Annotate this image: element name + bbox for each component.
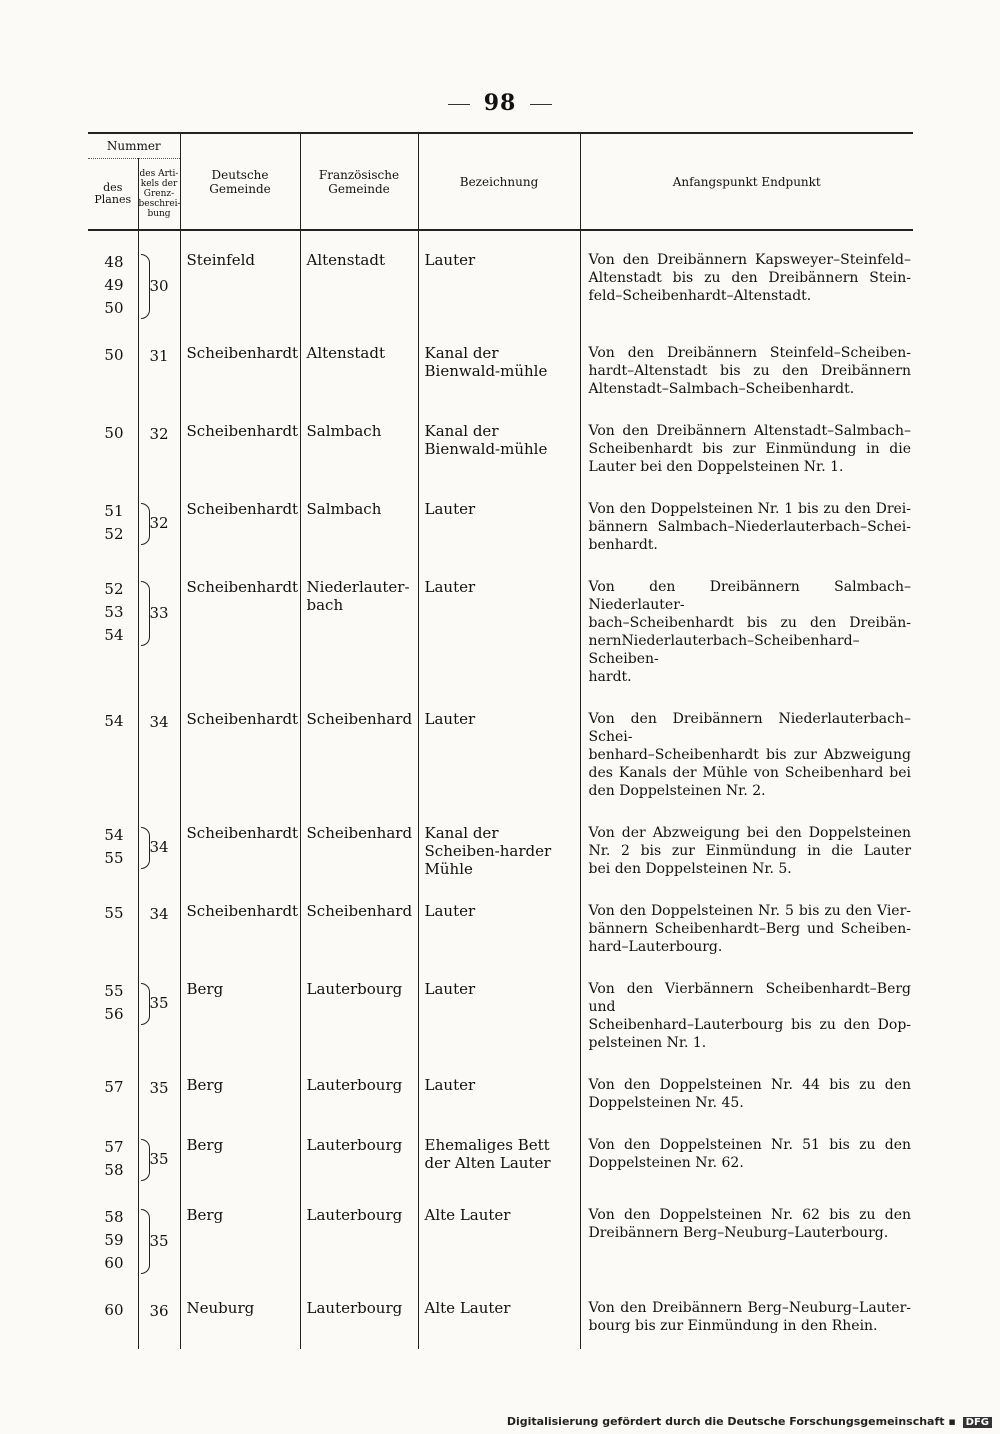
description-line: nernNiederlauterbach–Scheibenhard–Scheiben- xyxy=(588,633,860,667)
article-number-cell xyxy=(138,1196,180,1289)
article-number-cell xyxy=(138,334,180,412)
article-number: 35 xyxy=(149,1150,169,1168)
article-number: 31 xyxy=(149,346,169,365)
article-number: 32 xyxy=(149,424,169,443)
description-line: Altenstadt–Salmbach–Scheibenhardt. xyxy=(588,381,855,397)
description-line: Von den Dreibännern Niederlauterbach–Schei- xyxy=(588,711,912,745)
description-line: Dreibännern Berg–Neuburg–Lauterbourg. xyxy=(588,1225,889,1241)
description-line: Von den Doppelsteinen Nr. 44 bis zu den xyxy=(588,1077,912,1093)
franzoesische-gemeinde: Lauterbourg xyxy=(300,970,418,1066)
header-nummer: Nummer xyxy=(88,133,180,159)
plan-numbers xyxy=(88,892,138,970)
article-number: 35 xyxy=(149,1078,169,1097)
article-number-cell xyxy=(138,814,180,892)
plan-number: 55 xyxy=(104,904,124,922)
plan-number: 56 xyxy=(104,1005,124,1023)
table-row xyxy=(88,970,913,1066)
bezeichnung: Lauter xyxy=(418,230,580,334)
table-row xyxy=(88,1289,913,1349)
boundary-description xyxy=(580,490,913,568)
article-number-cell xyxy=(138,568,180,700)
description-line: hard–Lauterbourg. xyxy=(588,939,723,955)
description-line: Scheibenhardt bis zur Einmündung in die xyxy=(588,441,912,457)
article-number: 32 xyxy=(149,514,169,532)
plan-number: 51 xyxy=(104,502,124,520)
brace-icon xyxy=(141,503,150,545)
table-row xyxy=(88,892,913,970)
deutsche-gemeinde: Scheibenhardt xyxy=(180,490,300,568)
plan-number: 55 xyxy=(104,849,124,867)
deutsche-gemeinde: Steinfeld xyxy=(180,230,300,334)
bezeichnung: Ehemaliges Bett der Alten Lauter xyxy=(418,1126,580,1196)
article-number: 30 xyxy=(149,276,169,295)
description-line: Von den Dreibännern Berg–Neuburg–Lauter- xyxy=(588,1300,912,1316)
franzoesische-gemeinde: Salmbach xyxy=(300,490,418,568)
description-line: benhard–Scheibenhardt bis zur Abzweigung xyxy=(588,747,912,763)
article-number-cell xyxy=(138,1066,180,1126)
plan-numbers xyxy=(88,568,138,700)
plan-numbers xyxy=(88,490,138,568)
deutsche-gemeinde: Scheibenhardt xyxy=(180,700,300,814)
article-number-cell xyxy=(138,412,180,490)
header-des-artikels: des Arti-kels der Grenz-beschrei-bung xyxy=(138,159,180,231)
article-number: 34 xyxy=(149,904,169,923)
description-line: bach–Scheibenhardt bis zu den Dreibän- xyxy=(588,615,912,631)
bezeichnung: Alte Lauter xyxy=(418,1196,580,1289)
table-row xyxy=(88,334,913,412)
description-line: Scheibenhard–Lauterbourg bis zu den Dop- xyxy=(588,1017,912,1033)
description-line: bännern Scheibenhardt–Berg und Scheiben- xyxy=(588,921,912,937)
plan-number: 57 xyxy=(104,1138,124,1156)
description-line: Von der Abzweigung bei den Doppelsteinen xyxy=(588,825,912,841)
plan-number: 50 xyxy=(104,424,124,442)
brace-icon xyxy=(141,581,150,646)
bezeichnung: Kanal der Bienwald-mühle xyxy=(418,334,580,412)
brace-icon xyxy=(141,1209,150,1274)
description-line: Nr. 2 bis zur Einmündung in die Lauter xyxy=(588,843,912,859)
boundary-description xyxy=(580,1196,913,1289)
plan-number: 59 xyxy=(104,1231,124,1249)
article-number: 35 xyxy=(149,1231,169,1250)
description-line: pelsteinen Nr. 1. xyxy=(588,1035,707,1051)
description-line: hardt. xyxy=(588,669,632,685)
plan-numbers xyxy=(88,970,138,1066)
description-line: feld–Scheibenhardt–Altenstadt. xyxy=(588,288,812,304)
article-number-cell xyxy=(138,490,180,568)
article-number-cell xyxy=(138,1289,180,1349)
footer-text: Digitalisierung gefördert durch die Deutsche Forschungsgemeinschaft xyxy=(506,1415,945,1428)
bezeichnung: Lauter xyxy=(418,490,580,568)
table-row xyxy=(88,412,913,490)
description-line: Von den Doppelsteinen Nr. 62 bis zu den xyxy=(588,1207,912,1223)
brace-icon xyxy=(141,827,150,869)
plan-number: 50 xyxy=(104,346,124,364)
table-row xyxy=(88,1066,913,1126)
article-number-cell xyxy=(138,1126,180,1196)
deutsche-gemeinde: Berg xyxy=(180,970,300,1066)
table-row xyxy=(88,1196,913,1289)
franzoesische-gemeinde: Lauterbourg xyxy=(300,1289,418,1349)
plan-number: 55 xyxy=(104,982,124,1000)
franzoesische-gemeinde: Lauterbourg xyxy=(300,1196,418,1289)
boundary-description xyxy=(580,230,913,334)
boundary-description xyxy=(580,1289,913,1349)
description-line: Von den Doppelsteinen Nr. 51 bis zu den xyxy=(588,1137,912,1153)
brace-icon xyxy=(141,983,150,1025)
brace-icon xyxy=(141,1139,150,1181)
plan-numbers xyxy=(88,334,138,412)
table-row xyxy=(88,568,913,700)
boundary-description xyxy=(580,700,913,814)
article-number: 35 xyxy=(149,994,169,1012)
plan-number: 54 xyxy=(104,826,124,844)
description-line: Von den Dreibännern Salmbach–Niederlauter- xyxy=(588,579,912,613)
description-line: Von den Dreibännern Altenstadt–Salmbach– xyxy=(588,423,912,439)
boundary-table xyxy=(88,132,913,1349)
description-line: bourg bis zur Einmündung in den Rhein. xyxy=(588,1318,878,1334)
deutsche-gemeinde: Scheibenhardt xyxy=(180,568,300,700)
boundary-description xyxy=(580,412,913,490)
dfg-logo: DFG xyxy=(963,1417,992,1428)
table-row xyxy=(88,814,913,892)
franzoesische-gemeinde: Scheibenhard xyxy=(300,700,418,814)
bezeichnung: Lauter xyxy=(418,892,580,970)
table-body xyxy=(88,230,913,1349)
plan-number: 53 xyxy=(104,603,124,621)
deutsche-gemeinde: Scheibenhardt xyxy=(180,814,300,892)
plan-number: 58 xyxy=(104,1208,124,1226)
plan-numbers xyxy=(88,1126,138,1196)
plan-number: 48 xyxy=(104,253,124,271)
deutsche-gemeinde: Neuburg xyxy=(180,1289,300,1349)
bezeichnung: Lauter xyxy=(418,970,580,1066)
description-line: Von den Dreibännern Steinfeld–Scheiben- xyxy=(588,345,912,361)
plan-numbers xyxy=(88,1066,138,1126)
boundary-description xyxy=(580,970,913,1066)
article-number-cell xyxy=(138,230,180,334)
article-number-cell xyxy=(138,700,180,814)
deutsche-gemeinde: Berg xyxy=(180,1066,300,1126)
deutsche-gemeinde: Scheibenhardt xyxy=(180,334,300,412)
brace-icon xyxy=(141,254,150,319)
plan-number: 50 xyxy=(104,299,124,317)
bezeichnung: Lauter xyxy=(418,700,580,814)
plan-number: 52 xyxy=(104,525,124,543)
description-line: des Kanals der Mühle von Scheibenhard bei xyxy=(588,765,912,781)
deutsche-gemeinde: Berg xyxy=(180,1126,300,1196)
deutsche-gemeinde: Scheibenhardt xyxy=(180,892,300,970)
description-line: Von den Doppelsteinen Nr. 1 bis zu den Drei- xyxy=(588,501,912,517)
boundary-description xyxy=(580,1126,913,1196)
table-row xyxy=(88,490,913,568)
description-line: Doppelsteinen Nr. 62. xyxy=(588,1155,744,1171)
plan-numbers xyxy=(88,412,138,490)
header-franzoesische-gemeinde: Französische Gemeinde xyxy=(300,133,418,230)
franzoesische-gemeinde: Altenstadt xyxy=(300,230,418,334)
franzoesische-gemeinde: Altenstadt xyxy=(300,334,418,412)
article-number: 36 xyxy=(149,1301,169,1320)
description-line: benhardt. xyxy=(588,537,658,553)
plan-numbers xyxy=(88,814,138,892)
description-line: bei den Doppelsteinen Nr. 5. xyxy=(588,861,792,877)
deutsche-gemeinde: Berg xyxy=(180,1196,300,1289)
plan-number: 54 xyxy=(104,712,124,730)
article-number: 34 xyxy=(149,712,169,731)
bezeichnung: Kanal der Bienwald-mühle xyxy=(418,412,580,490)
article-number: 33 xyxy=(149,603,169,622)
description-line: Doppelsteinen Nr. 45. xyxy=(588,1095,744,1111)
boundary-description xyxy=(580,1066,913,1126)
description-line: Altenstadt bis zu den Dreibännern Stein- xyxy=(588,270,912,286)
franzoesische-gemeinde: Salmbach xyxy=(300,412,418,490)
plan-numbers xyxy=(88,230,138,334)
description-line: den Doppelsteinen Nr. 2. xyxy=(588,783,766,799)
boundary-description xyxy=(580,814,913,892)
header-des-planes: des Planes xyxy=(88,159,138,231)
plan-number: 60 xyxy=(104,1254,124,1272)
plan-numbers xyxy=(88,1289,138,1349)
deutsche-gemeinde: Scheibenhardt xyxy=(180,412,300,490)
bezeichnung: Alte Lauter xyxy=(418,1289,580,1349)
plan-number: 54 xyxy=(104,626,124,644)
franzoesische-gemeinde: Lauterbourg xyxy=(300,1126,418,1196)
table-row xyxy=(88,700,913,814)
boundary-description xyxy=(580,892,913,970)
bezeichnung: Kanal der Scheiben-harder Mühle xyxy=(418,814,580,892)
article-number: 34 xyxy=(149,838,169,856)
bezeichnung: Lauter xyxy=(418,1066,580,1126)
article-number-cell xyxy=(138,970,180,1066)
boundary-description xyxy=(580,568,913,700)
plan-number: 57 xyxy=(104,1078,124,1096)
page-number: 98 xyxy=(0,90,1000,116)
footer-credit: Digitalisierung gefördert durch die Deutsche Forschungsgemeinschaft ▪ DFG xyxy=(507,1415,992,1428)
bezeichnung: Lauter xyxy=(418,568,580,700)
header-bezeichnung: Bezeichnung xyxy=(418,133,580,230)
boundary-description xyxy=(580,334,913,412)
description-line: Von den Dreibännern Kapsweyer–Steinfeld– xyxy=(588,252,912,268)
plan-numbers xyxy=(88,700,138,814)
table-row xyxy=(88,1126,913,1196)
header-deutsche-gemeinde: Deutsche Gemeinde xyxy=(180,133,300,230)
franzoesische-gemeinde: Scheibenhard xyxy=(300,892,418,970)
article-number-cell xyxy=(138,892,180,970)
plan-number: 58 xyxy=(104,1161,124,1179)
franzoesische-gemeinde: Scheibenhard xyxy=(300,814,418,892)
description-line: bännern Salmbach–Niederlauterbach–Schei- xyxy=(588,519,912,535)
description-line: Von den Vierbännern Scheibenhardt–Berg und xyxy=(588,981,912,1015)
plan-number: 49 xyxy=(104,276,124,294)
description-line: Von den Doppelsteinen Nr. 5 bis zu den Vier- xyxy=(588,903,912,919)
description-line: hardt–Altenstadt bis zu den Dreibännern xyxy=(588,363,912,379)
franzoesische-gemeinde: Lauterbourg xyxy=(300,1066,418,1126)
plan-number: 60 xyxy=(104,1301,124,1319)
description-line: Lauter bei den Doppelsteinen Nr. 1. xyxy=(588,459,844,475)
table-row xyxy=(88,230,913,334)
plan-number: 52 xyxy=(104,580,124,598)
header-anfangspunkt-endpunkt: Anfangspunkt Endpunkt xyxy=(580,133,913,230)
franzoesische-gemeinde: Niederlauter-bach xyxy=(300,568,418,700)
plan-numbers xyxy=(88,1196,138,1289)
